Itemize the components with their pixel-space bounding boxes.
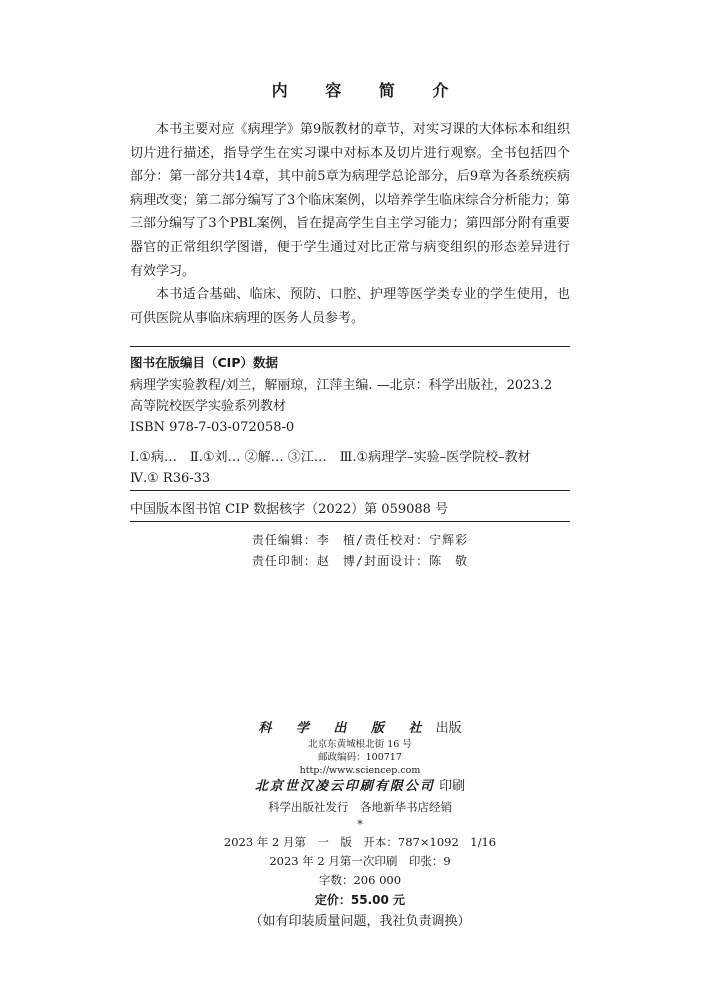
- colophon: [0, 720, 720, 933]
- divider-middle: [130, 490, 570, 491]
- summary-section: [130, 118, 570, 330]
- publisher-postcode: 邮政编码：100717: [318, 752, 402, 763]
- separator-star: *: [357, 818, 363, 831]
- page-title: 内 容 简 介: [271, 81, 465, 100]
- edition-line: 2023 年 2 月第 一 版 开本：787×1092 1/16: [223, 835, 497, 849]
- publisher-line: [0, 720, 720, 738]
- divider-top: [130, 346, 570, 347]
- distribution-line: 科学出版社发行 各地新华书店经销: [268, 800, 452, 814]
- publisher-address: 北京东黄城根北街 16 号: [308, 739, 412, 750]
- printer-suffix: 印刷: [439, 779, 466, 794]
- staff-line-production: 责任印制：赵 博/封面设计：陈 敬: [251, 554, 469, 568]
- word-count: 字数：206 000: [318, 873, 402, 887]
- printer-name: 北京世汉凌云印刷有限公司: [254, 779, 435, 794]
- cip-approval-number: 中国版本图书馆 CIP 数据核字（2022）第 059088 号: [130, 502, 449, 517]
- price: 定价：55.00 元: [314, 893, 406, 907]
- quality-note: （如有印装质量问题，我社负责调换）: [249, 914, 471, 929]
- cip-isbn: ISBN 978-7-03-072058-0: [130, 420, 295, 435]
- summary-paragraph: 本书主要对应《病理学》第9版教材的章节，对实习课的大体标本和组织切片进行描述，指导学生在实习课中对标本及切片进行观察。全书包括四个部分：第一部分共14章，其中前5章为病理学总论部分，后9章为各系统疾病病理改变；第二部分编写了3个临床案例，以培养学生临床综合分析能力；第三部分编写了3个PBL案例，旨在提高学生自主学习能力；第四部分附有重要器官的正常组织学图谱，便于学生通过对比正常与病变组织的形态差异进行有效学习。: [130, 122, 570, 279]
- printing-line: 2023 年 2 月第一次印刷 印张：9: [269, 854, 451, 868]
- printer-line: [0, 777, 720, 797]
- cip-series-line: 高等院校医学实验系列教材: [130, 399, 287, 414]
- cip-classification-number: Ⅳ.① R36-33: [130, 471, 211, 486]
- summary-paragraph: 本书适合基础、临床、预防、口腔、护理等医学类专业的学生使用，也可供医院从事临床病理的医务人员参考。: [130, 287, 570, 326]
- publisher-suffix: 出版: [435, 721, 462, 736]
- staff-line-editors: 责任编辑：李 植/责任校对：宁辉彩: [251, 533, 469, 547]
- cip-classification-line: Ⅰ.①病… Ⅱ.①刘… ②解… ③江… Ⅲ.①病理学–实验–医学院校–教材: [130, 450, 531, 465]
- cip-block: [130, 352, 570, 489]
- divider-bottom: [130, 521, 570, 522]
- publisher-name: 科 学 出 版 社: [258, 721, 432, 736]
- publisher-website: http://www.sciencep.com: [299, 765, 421, 776]
- cip-title: 图书在版编目（CIP）数据: [130, 355, 278, 370]
- cip-bibliographic-line: 病理学实验教程/刘兰，解丽琼，江萍主编. —北京：科学出版社，2023.2: [130, 378, 553, 393]
- staff-credits: [0, 530, 720, 572]
